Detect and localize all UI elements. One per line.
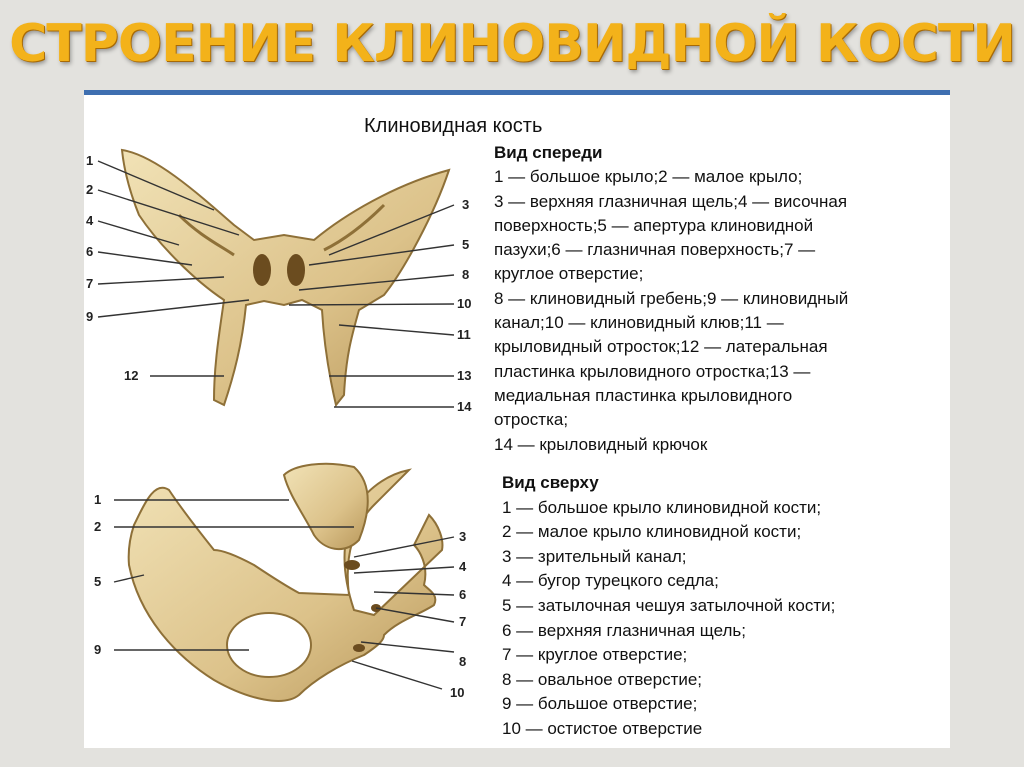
legend-line: канал;10 — клиновидный клюв;11 — bbox=[494, 313, 784, 333]
legend-line: поверхность;5 — апертура клиновидной bbox=[494, 215, 814, 235]
front-label-4: 4 bbox=[86, 213, 94, 228]
top-label-3: 3 bbox=[459, 529, 467, 544]
front-view-figure bbox=[86, 150, 472, 414]
legend-line: 3 — зрительный канал; bbox=[502, 546, 687, 566]
legend-line: 8 — овальное отверстие; bbox=[502, 669, 703, 689]
content-panel bbox=[84, 90, 950, 748]
top-view-legend bbox=[502, 471, 942, 742]
legend-line: 1 — большое крыло;2 — малое крыло; bbox=[494, 167, 803, 187]
top-label-9: 9 bbox=[94, 642, 102, 657]
front-label-3: 3 bbox=[462, 197, 470, 212]
front-label-13: 13 bbox=[457, 368, 472, 383]
front-label-14: 14 bbox=[457, 399, 472, 414]
front-label-2: 2 bbox=[86, 182, 94, 197]
top-label-10: 10 bbox=[450, 685, 465, 700]
front-label-5: 5 bbox=[462, 237, 470, 252]
legend-line: отростка; bbox=[494, 410, 569, 430]
top-label-7: 7 bbox=[459, 614, 467, 629]
front-label-10: 10 bbox=[457, 296, 472, 311]
panel-title: Клиновидная кость bbox=[364, 115, 543, 137]
top-greater-wing bbox=[284, 464, 368, 549]
legend-line: круглое отверстие; bbox=[494, 264, 644, 284]
front-label-6: 6 bbox=[86, 244, 94, 259]
legend-line: 5 — затылочная чешуя затылочной кости; bbox=[502, 595, 836, 615]
legend-line: медиальная пластинка крыловидного bbox=[494, 385, 793, 405]
front-view-legend bbox=[494, 141, 942, 457]
top-label-6: 6 bbox=[459, 587, 467, 602]
front-label-9: 9 bbox=[86, 309, 94, 324]
legend-line: 3 — верхняя глазничная щель;4 — височная bbox=[494, 191, 848, 211]
slide-title: СТРОЕНИЕ КЛИНОВИДНОЙ КОСТИ bbox=[9, 14, 1015, 74]
front-view-heading: Вид спереди bbox=[494, 143, 603, 162]
top-label-5: 5 bbox=[94, 574, 102, 589]
legend-line: 9 — большое отверстие; bbox=[502, 694, 698, 714]
legend-line: 1 — большое крыло клиновидной кости; bbox=[502, 497, 822, 517]
top-label-4: 4 bbox=[459, 559, 467, 574]
foramen-magnum bbox=[227, 613, 311, 677]
front-label-7: 7 bbox=[86, 276, 94, 291]
legend-line: пазухи;6 — глазничная поверхность;7 — bbox=[494, 240, 816, 260]
oval-foramen bbox=[353, 644, 365, 652]
top-label-1: 1 bbox=[94, 492, 102, 507]
front-label-1: 1 bbox=[86, 153, 94, 168]
legend-line: 4 — бугор турецкого седла; bbox=[502, 571, 719, 591]
legend-line: 10 — остистое отверстие bbox=[502, 718, 703, 738]
front-bone-body bbox=[122, 150, 449, 405]
top-view-heading: Вид сверху bbox=[502, 473, 599, 492]
top-label-8: 8 bbox=[459, 654, 467, 669]
optic-canal bbox=[344, 560, 360, 570]
legend-line: крыловидный отросток;12 — латеральная bbox=[494, 337, 828, 357]
front-label-11: 11 bbox=[457, 327, 471, 342]
top-label-2: 2 bbox=[94, 519, 102, 534]
top-view-figure bbox=[94, 464, 467, 701]
legend-line: пластинка крыловидного отростка;13 — bbox=[494, 361, 811, 381]
legend-line: 6 — верхняя глазничная щель; bbox=[502, 620, 746, 640]
front-label-8: 8 bbox=[462, 267, 470, 282]
legend-line: 7 — круглое отверстие; bbox=[502, 645, 688, 665]
legend-line: 14 — крыловидный крючок bbox=[494, 434, 708, 454]
front-label-12: 12 bbox=[124, 368, 139, 383]
sinus-aperture-right bbox=[287, 254, 305, 286]
sinus-aperture-left bbox=[253, 254, 271, 286]
legend-line: 2 — малое крыло клиновидной кости; bbox=[502, 522, 802, 542]
legend-line: 8 — клиновидный гребень;9 — клиновидный bbox=[494, 288, 849, 308]
